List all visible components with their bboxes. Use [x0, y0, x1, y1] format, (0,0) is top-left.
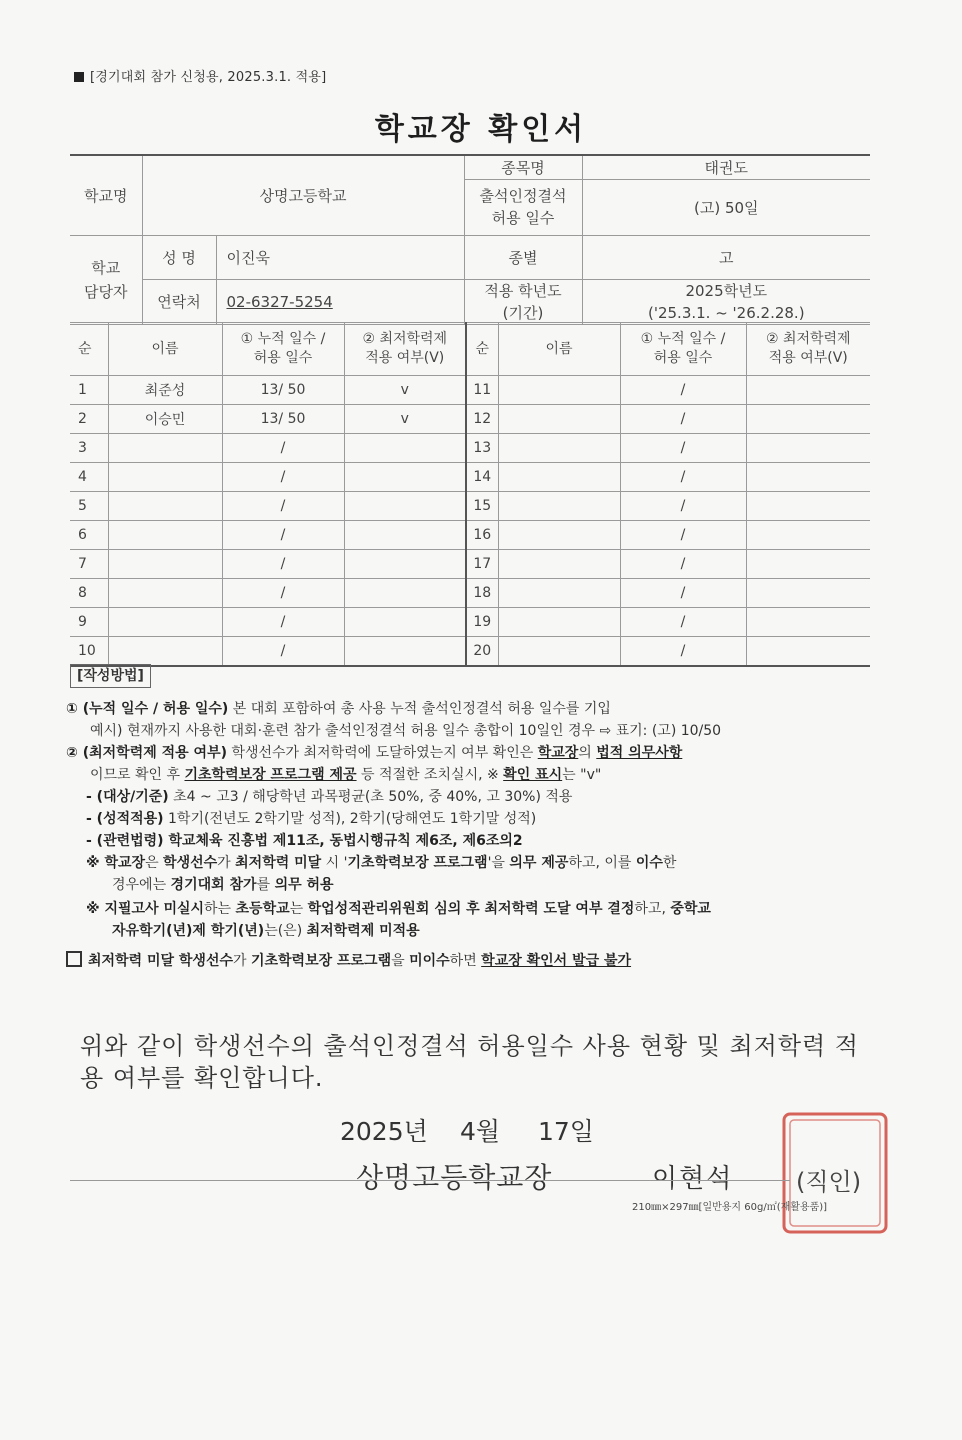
student-name — [108, 434, 222, 463]
detail-law-text: 학교체육 진흥법 제11조, 동법시행규칙 제6조, 제6조의2 — [163, 833, 523, 849]
note-2: 하는 — [204, 901, 236, 917]
student-name — [498, 637, 620, 667]
contact-value: 02-6327-5254 — [216, 279, 464, 324]
instruction-2-principal: 학교장 — [537, 745, 579, 761]
student-days: 13/ 50 — [222, 376, 344, 405]
note-1: 기초학력보장 프로그램 — [347, 855, 488, 871]
student-days: / — [620, 521, 746, 550]
instruction-2-text: 의 — [578, 745, 597, 761]
header-name-right: 이름 — [498, 323, 620, 376]
absence-label-line2: 허용 일수 — [491, 209, 555, 227]
note-1: 하고, 이를 — [568, 855, 636, 871]
student-name — [108, 492, 222, 521]
student-min-check: v — [344, 405, 466, 434]
student-days: / — [620, 579, 746, 608]
header-min-line1: ② 최저학력제 — [362, 331, 448, 347]
date-day: 17일 — [538, 1117, 594, 1146]
instruction-1-example: 예시) 현재까지 사용한 대회·훈련 참가 출석인정결석 허용 일수 총합이 10일인 경우 ⇨ 표기: (고) 10/50 — [90, 723, 722, 739]
table-row — [70, 550, 870, 579]
table-row — [70, 492, 870, 521]
student-name — [108, 579, 222, 608]
student-roster-table — [70, 322, 870, 667]
year-value — [582, 279, 870, 324]
row-no: 7 — [70, 550, 108, 579]
instruction-2-text: 이므로 확인 후 — [90, 767, 185, 783]
table-row — [70, 434, 870, 463]
row-no: 10 — [70, 637, 108, 667]
student-days: 13/ 50 — [222, 405, 344, 434]
student-name — [498, 405, 620, 434]
header-min-left — [344, 323, 466, 376]
row-no: 3 — [70, 434, 108, 463]
student-days: / — [222, 492, 344, 521]
detail-grade-title: - (성적적용) — [86, 811, 164, 827]
student-days: / — [222, 637, 344, 667]
table-row — [70, 405, 870, 434]
row-no: 16 — [466, 521, 498, 550]
warning-note-emphasis: 학교장 확인서 발급 불가 — [481, 953, 632, 969]
header-no-right: 순 — [466, 323, 498, 376]
name-label: 성 명 — [142, 235, 216, 279]
note-1: '을 — [487, 855, 510, 871]
manager-label-line2: 담당자 — [84, 282, 128, 301]
note-2: 는 — [289, 901, 308, 917]
row-no: 13 — [466, 434, 498, 463]
student-name — [108, 550, 222, 579]
row-no: 1 — [70, 376, 108, 405]
header-days-line2: 허용 일수 — [253, 350, 313, 366]
row-no: 9 — [70, 608, 108, 637]
table-row — [70, 463, 870, 492]
student-min-check — [746, 550, 870, 579]
warning-note: 미이수 — [409, 953, 450, 969]
school-value: 상명고등학교 — [142, 155, 464, 235]
header-min-right — [746, 323, 870, 376]
header-days-line2: 허용 일수 — [653, 350, 713, 366]
event-value: 태권도 — [582, 155, 870, 179]
year-value-line2: ('25.3.1. ~ '26.2.28.) — [647, 303, 805, 322]
student-name: 이승민 — [108, 405, 222, 434]
student-name — [108, 608, 222, 637]
note-1: 이수 — [635, 855, 663, 871]
student-min-check — [344, 521, 466, 550]
instruction-2-mark: 확인 표시 — [503, 767, 563, 783]
student-name — [108, 637, 222, 667]
row-no: 18 — [466, 579, 498, 608]
footer-divider — [70, 1180, 790, 1181]
table-row — [70, 637, 870, 667]
note-1: 시 ' — [321, 855, 348, 871]
category-label: 종별 — [464, 235, 582, 279]
date-month: 4월 — [460, 1117, 501, 1146]
student-min-check: v — [344, 376, 466, 405]
student-days: / — [222, 550, 344, 579]
note-1: 최저학력 미달 — [235, 855, 322, 871]
warning-note: 기초학력보장 프로그램 — [250, 953, 392, 969]
student-name — [108, 463, 222, 492]
detail-grade-text: 1학기(전년도 2학기말 성적), 2학기(당해연도 1학기말 성적) — [163, 811, 537, 827]
paper-size-note: 210㎜×297㎜[일반용지 60g/㎡(재활용품)] — [632, 1202, 828, 1213]
detail-target-title: - (대상/기준) — [86, 789, 169, 805]
note-2: 하고, — [634, 901, 671, 917]
student-min-check — [344, 579, 466, 608]
document-title: 학교장 확인서 — [374, 112, 588, 147]
school-info-table — [70, 154, 870, 325]
student-min-check — [746, 608, 870, 637]
student-days: / — [222, 434, 344, 463]
instruction-2-title: ② (최저학력제 적용 여부) — [66, 745, 227, 761]
row-no: 6 — [70, 521, 108, 550]
student-days: / — [620, 434, 746, 463]
square-bullet-icon — [74, 72, 84, 82]
student-name — [498, 434, 620, 463]
contact-label: 연락처 — [142, 279, 216, 324]
student-min-check — [746, 434, 870, 463]
note-1: 경기대회 참가 — [170, 877, 257, 893]
signer-name: 이현석 — [652, 1164, 734, 1194]
category-value: 고 — [582, 235, 870, 279]
student-min-check — [746, 579, 870, 608]
student-days: / — [620, 637, 746, 667]
student-days: / — [620, 492, 746, 521]
seal-label: (직인) — [796, 1168, 862, 1196]
year-label — [464, 279, 582, 324]
student-min-check — [746, 637, 870, 667]
instruction-2-text: 학생선수가 최저학력에 도달하였는지 여부 확인은 — [227, 745, 538, 761]
student-min-check — [746, 521, 870, 550]
student-min-check — [746, 376, 870, 405]
instruction-1-text: 본 대회 포함하여 총 사용 누적 출석인정결석 허용 일수를 기입 — [228, 701, 611, 717]
manager-label-line1: 학교 — [91, 258, 121, 277]
student-days: / — [222, 608, 344, 637]
student-min-check — [344, 550, 466, 579]
note-2: 는(은) — [264, 923, 307, 939]
manager-label — [70, 235, 142, 324]
note-1: ※ 학교장 — [86, 855, 146, 871]
row-no: 12 — [466, 405, 498, 434]
manager-name-value: 이진욱 — [216, 235, 464, 279]
header-days-line1: ① 누적 일수 / — [240, 331, 326, 347]
note-1: 의무 제공 — [509, 855, 569, 871]
student-days: / — [620, 376, 746, 405]
header-name-left: 이름 — [108, 323, 222, 376]
note-2: 중학교 — [670, 901, 711, 917]
header-min-line1: ② 최저학력제 — [765, 331, 851, 347]
instruction-2-duty: 법적 의무사항 — [596, 745, 683, 761]
header-min-line2: 적용 여부(V) — [365, 350, 445, 366]
note-1: 가 — [217, 855, 236, 871]
table-row — [70, 376, 870, 405]
absence-label-line1: 출석인정결석 — [479, 187, 567, 205]
table-row — [70, 521, 870, 550]
detail-law-title: - (관련법령) — [86, 833, 164, 849]
absence-value: (고) 50일 — [582, 179, 870, 235]
instruction-2-text: 는 "v" — [562, 767, 602, 783]
header-no-left: 순 — [70, 323, 108, 376]
note-2: 초등학교 — [235, 901, 290, 917]
note-1: 의무 허용 — [274, 877, 334, 893]
student-min-check — [344, 463, 466, 492]
student-days: / — [620, 550, 746, 579]
instructions-section — [66, 664, 876, 972]
student-name — [498, 463, 620, 492]
student-name — [498, 521, 620, 550]
note-1: 를 — [256, 877, 275, 893]
student-days: / — [222, 521, 344, 550]
date-year: 2025년 — [340, 1117, 428, 1146]
student-name — [498, 376, 620, 405]
event-label: 종목명 — [464, 155, 582, 179]
student-days: / — [620, 405, 746, 434]
confirmation-statement: 위와 같이 학생선수의 출석인정결석 허용일수 사용 현황 및 최저학력 적용 여부를 확인합니다. — [80, 1032, 859, 1092]
student-days: / — [222, 463, 344, 492]
student-name — [108, 521, 222, 550]
year-label-line2: (기간) — [502, 303, 544, 322]
warning-note: 최저학력 미달 학생선수 — [88, 953, 233, 969]
year-label-line1: 적용 학년도 — [484, 281, 562, 300]
note-1: 학생선수 — [163, 855, 218, 871]
student-min-check — [344, 492, 466, 521]
signer-title: 상명고등학교장 — [356, 1161, 553, 1194]
note-2: 최저학력제 미적용 — [306, 923, 420, 939]
student-name — [498, 550, 620, 579]
student-min-check — [344, 434, 466, 463]
student-min-check — [344, 637, 466, 667]
warning-note: 가 — [233, 953, 251, 969]
year-value-line1: 2025학년도 — [685, 281, 768, 300]
row-no: 4 — [70, 463, 108, 492]
note-1: 한 — [662, 855, 677, 871]
note-2: 자유학기(년)제 학기(년) — [112, 923, 265, 939]
note-2: 학업성적관리위원회 심의 후 최저학력 도달 여부 결정 — [307, 901, 635, 917]
student-min-check — [746, 463, 870, 492]
instruction-2-program: 기초학력보장 프로그램 제공 — [184, 767, 357, 783]
header-min-line2: 적용 여부(V) — [768, 350, 848, 366]
note-2: ※ 지필고사 미실시 — [86, 901, 205, 917]
table-row — [70, 608, 870, 637]
student-days: / — [222, 579, 344, 608]
warning-note: 을 — [391, 953, 410, 969]
header-days-left — [222, 323, 344, 376]
header-note — [74, 66, 326, 85]
warning-note: 하면 — [449, 953, 482, 969]
row-no: 11 — [466, 376, 498, 405]
student-min-check — [746, 405, 870, 434]
student-name: 최준성 — [108, 376, 222, 405]
note-1: 은 — [145, 855, 164, 871]
row-no: 5 — [70, 492, 108, 521]
checkbox-square-icon — [66, 951, 82, 967]
absence-label — [464, 179, 582, 235]
student-name — [498, 608, 620, 637]
row-no: 2 — [70, 405, 108, 434]
note-1: 경우에는 — [112, 877, 171, 893]
row-no: 8 — [70, 579, 108, 608]
row-no: 15 — [466, 492, 498, 521]
row-no: 14 — [466, 463, 498, 492]
row-no: 20 — [466, 637, 498, 667]
instructions-heading: [작성방법] — [70, 664, 151, 688]
instruction-1-title: ① (누적 일수 / 허용 일수) — [66, 701, 229, 717]
detail-target-text: 초4 ~ 고3 / 해당학년 과목평균(초 50%, 중 40%, 고 30%) 적용 — [168, 789, 573, 805]
instruction-2-text: 등 적절한 조치실시, ※ — [356, 767, 504, 783]
student-days: / — [620, 608, 746, 637]
student-min-check — [746, 492, 870, 521]
header-days-right — [620, 323, 746, 376]
header-days-line1: ① 누적 일수 / — [640, 331, 726, 347]
student-min-check — [344, 608, 466, 637]
row-no: 17 — [466, 550, 498, 579]
table-row — [70, 579, 870, 608]
row-no: 19 — [466, 608, 498, 637]
header-note-text: [경기대회 참가 신청용, 2025.3.1. 적용] — [90, 70, 327, 85]
student-name — [498, 579, 620, 608]
school-label: 학교명 — [70, 155, 142, 235]
student-name — [498, 492, 620, 521]
student-days: / — [620, 463, 746, 492]
